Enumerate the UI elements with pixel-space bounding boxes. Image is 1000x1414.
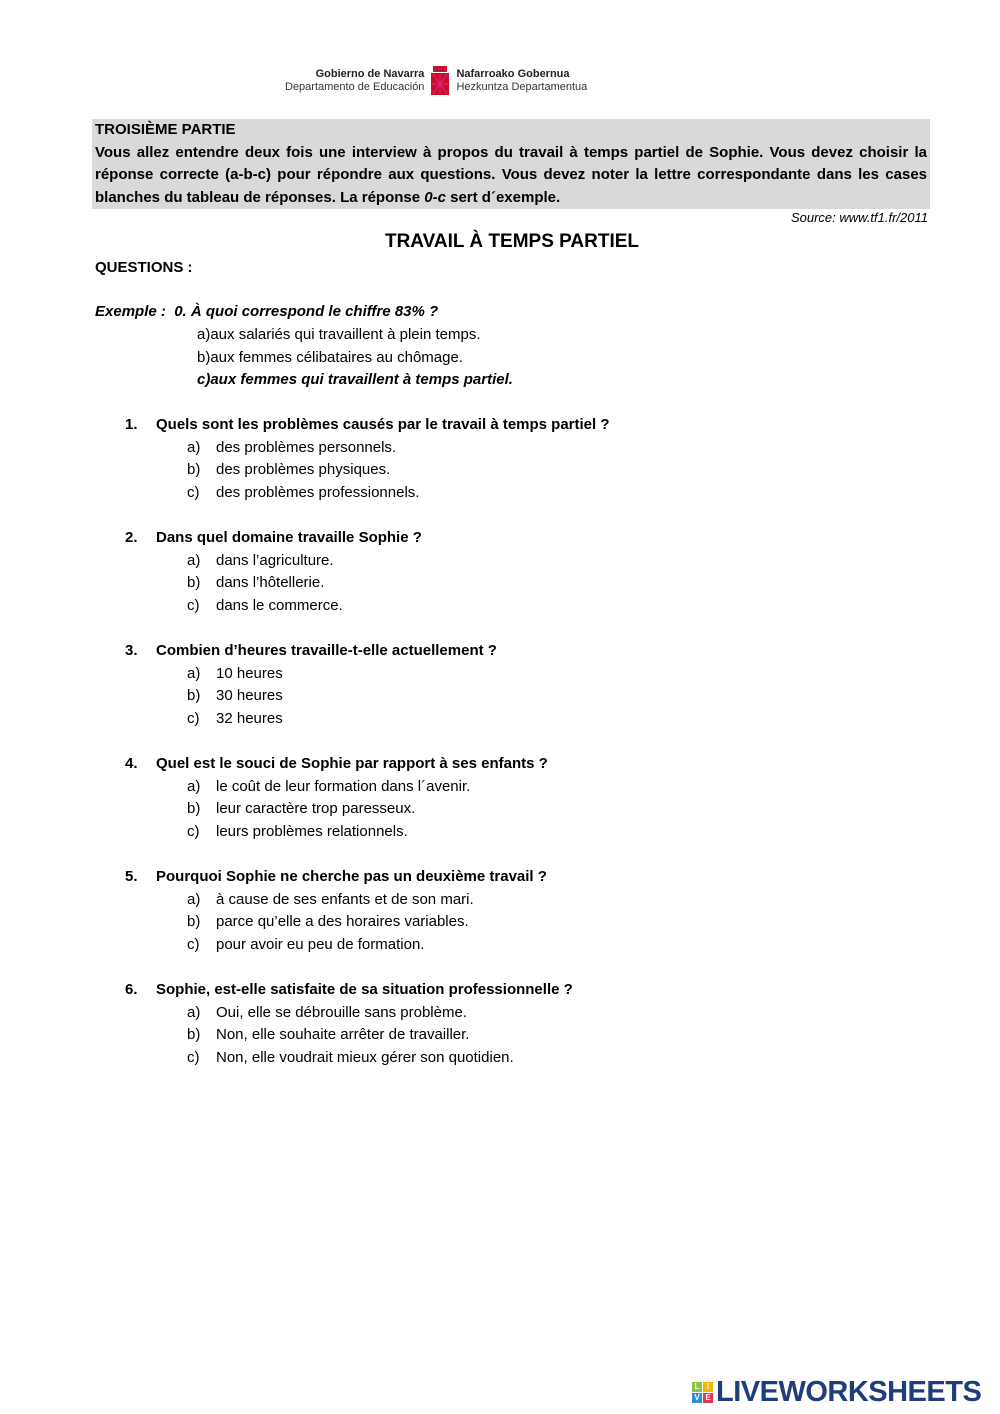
option-letter: c) <box>197 371 211 388</box>
option-letter: b) <box>187 574 201 591</box>
option-text: 10 heures <box>216 664 283 682</box>
answer-option <box>187 574 324 591</box>
option-letter: a) <box>187 551 201 569</box>
logo-letter: E <box>703 1393 713 1403</box>
option-letter: a) <box>197 326 211 343</box>
option-text: pour avoir eu peu de formation. <box>216 935 425 953</box>
example-code: 0-c <box>424 188 446 206</box>
option-text: des problèmes physiques. <box>216 461 391 478</box>
answer-option <box>187 484 419 501</box>
option-letter: a) <box>187 777 201 795</box>
source-citation: Source: www.tf1.fr/2011 <box>790 210 928 225</box>
answer-option <box>187 891 474 908</box>
logo-letter: I <box>703 1382 713 1392</box>
option-letter: c) <box>187 935 200 953</box>
instructions-box <box>92 119 930 209</box>
answer-option <box>187 1026 469 1043</box>
example-option <box>197 349 463 366</box>
instructions-text: Vous allez entendre deux fois une interview à propos du travail à temps partiel de Sophie. Vous devez choisir la réponse correcte (a-b-c) pour répondre aux questions. Vous devez noter la lettre correspondante dans les cases blanches du tableau de réponses. La réponse <box>95 143 927 206</box>
question-number: 3. <box>125 642 138 659</box>
navarra-shield-icon <box>429 64 451 98</box>
answer-option <box>187 687 283 704</box>
answer-option <box>187 665 283 682</box>
logo-text: LIVEWORKSHEETS <box>716 1376 982 1408</box>
option-letter: c) <box>187 709 200 727</box>
option-letter: c) <box>187 822 200 840</box>
example-question <box>95 303 438 320</box>
logo-line: Departamento de Educación <box>285 81 425 93</box>
example-label: Exemple : <box>95 303 166 320</box>
question <box>125 981 573 998</box>
option-text: Oui, elle se débrouille sans problème. <box>216 1003 467 1021</box>
answer-option <box>187 823 408 840</box>
question <box>125 755 548 772</box>
option-text: le coût de leur formation dans l´avenir. <box>216 777 471 795</box>
question-text: Sophie, est-elle satisfaite de sa situation professionnelle ? <box>156 981 573 998</box>
option-text: leur caractère trop paresseux. <box>216 800 416 817</box>
question-text: Pourquoi Sophie ne cherche pas un deuxième travail ? <box>156 868 547 885</box>
question-number: 1. <box>125 416 138 433</box>
option-text: parce qu’elle a des horaires variables. <box>216 913 469 930</box>
question-text: Combien d’heures travaille-t-elle actuellement ? <box>156 642 497 659</box>
logo-letter: L <box>692 1382 702 1392</box>
option-letter: a) <box>187 890 201 908</box>
gobierno-navarra-logo <box>285 62 587 100</box>
question-number: 4. <box>125 755 138 772</box>
option-letter: a) <box>187 1003 201 1021</box>
question-text: Dans quel domaine travaille Sophie ? <box>156 529 422 546</box>
question <box>125 868 547 885</box>
option-text: des problèmes personnels. <box>216 438 397 456</box>
question-number: 5. <box>125 868 138 885</box>
answer-option <box>187 778 470 795</box>
logo-line: Hezkuntza Departamentua <box>456 81 588 93</box>
option-letter: b) <box>187 913 201 930</box>
answer-option <box>187 800 415 817</box>
answer-option <box>187 461 390 478</box>
page-title: TRAVAIL À TEMPS PARTIEL <box>384 231 640 252</box>
question <box>125 529 422 546</box>
option-letter: c) <box>187 1048 200 1066</box>
answer-option <box>187 913 469 930</box>
questions-label: QUESTIONS : <box>95 259 193 276</box>
option-text: Non, elle voudrait mieux gérer son quotidien. <box>216 1048 514 1066</box>
option-text: dans l’hôtellerie. <box>216 574 325 591</box>
option-text: Non, elle souhaite arrêter de travailler. <box>216 1026 470 1043</box>
answer-option <box>187 597 343 614</box>
option-letter: c) <box>187 596 200 614</box>
answer-option <box>187 1004 467 1021</box>
answer-option <box>187 552 334 569</box>
option-letter: c) <box>187 483 200 501</box>
question-text: Quel est le souci de Sophie par rapport à ses enfants ? <box>156 755 548 772</box>
answer-option <box>187 936 424 953</box>
option-text: à cause de ses enfants et de son mari. <box>216 890 474 908</box>
option-letter: b) <box>197 348 211 366</box>
question <box>125 642 497 659</box>
option-text: 32 heures <box>216 709 283 727</box>
option-letter: b) <box>187 800 201 817</box>
live-squares-icon <box>692 1382 713 1403</box>
option-letter: b) <box>187 1026 201 1043</box>
answer-option <box>187 439 396 456</box>
question <box>125 416 610 433</box>
example-question-text: 0. À quoi correspond le chiffre 83% ? <box>174 303 439 320</box>
question-number: 6. <box>125 981 138 998</box>
section-heading: TROISIÈME PARTIE <box>95 121 236 138</box>
option-text: dans le commerce. <box>216 596 343 614</box>
option-text: aux salariés qui travaillent à plein temps. <box>210 326 481 343</box>
logo-letter: V <box>692 1393 702 1403</box>
option-text: 30 heures <box>216 687 283 704</box>
example-option <box>197 326 480 343</box>
liveworksheets-logo <box>692 1376 981 1409</box>
option-text: aux femmes qui travaillent à temps partiel. <box>210 371 513 388</box>
logo-line: Gobierno de Navarra <box>315 68 425 80</box>
option-text: aux femmes célibataires au chômage. <box>210 348 463 366</box>
option-text: leurs problèmes relationnels. <box>216 822 408 840</box>
option-letter: a) <box>187 438 201 456</box>
answer-option <box>187 1049 514 1066</box>
option-text: dans l’agriculture. <box>216 551 334 569</box>
logo-line: Nafarroako Gobernua <box>456 68 570 80</box>
answer-option <box>187 710 283 727</box>
instructions-text-end: sert d´exemple. <box>445 188 561 206</box>
question-number: 2. <box>125 529 138 546</box>
option-letter: b) <box>187 687 201 704</box>
option-letter: a) <box>187 664 201 682</box>
example-option <box>197 371 513 388</box>
question-text: Quels sont les problèmes causés par le travail à temps partiel ? <box>156 416 610 433</box>
option-text: des problèmes professionnels. <box>216 483 420 501</box>
option-letter: b) <box>187 461 201 478</box>
